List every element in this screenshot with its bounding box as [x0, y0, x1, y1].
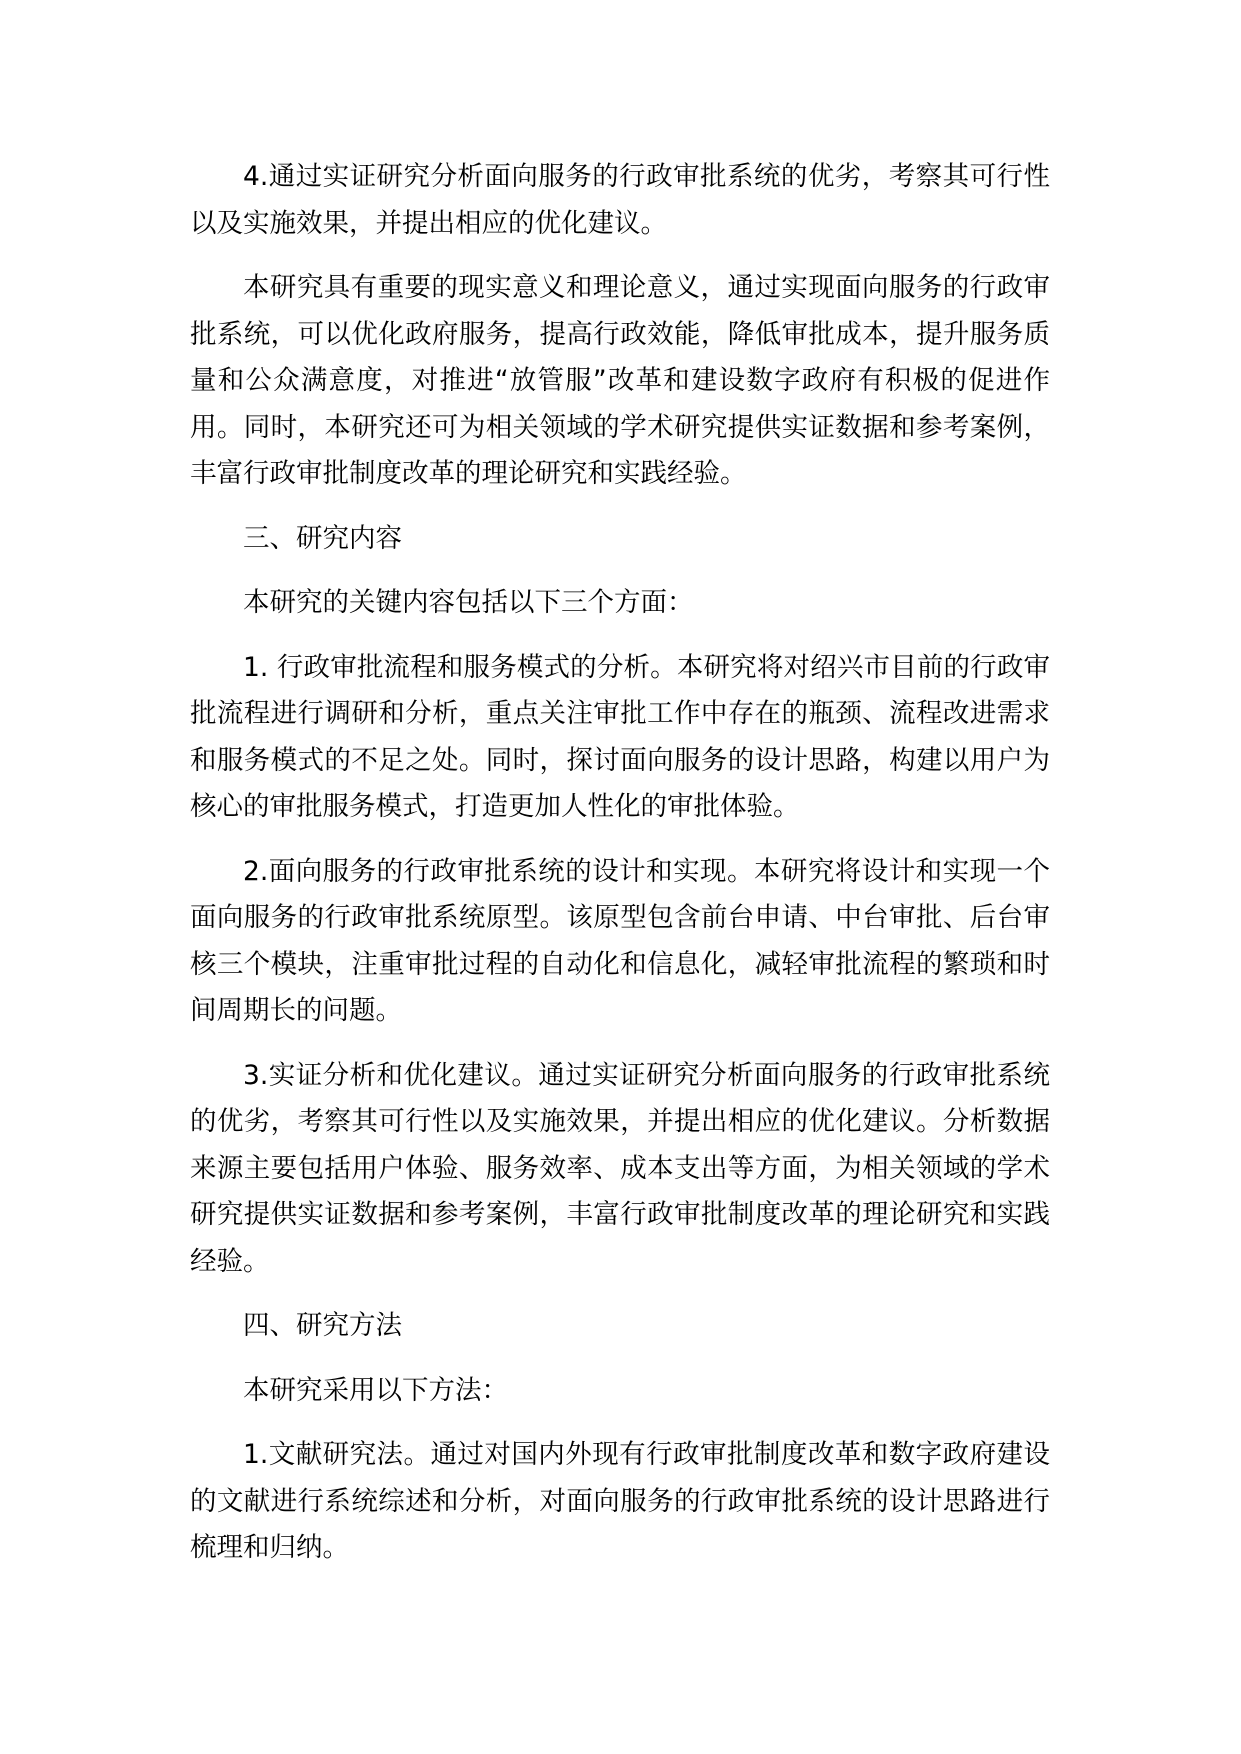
- paragraph-method-item-1: 1.文献研究法。通过对国内外现有行政审批制度改革和数字政府建设的文献进行系统综述和分析，对面向服务的行政审批系统的设计思路进行梳理和归纳。: [190, 1439, 1050, 1563]
- paragraph-methods-intro: 本研究采用以下方法：: [243, 1374, 508, 1406]
- paragraph-significance: 本研究具有重要的现实意义和理论意义，通过实现面向服务的行政审批系统，可以优化政府服务，提高行政效能，降低审批成本，提升服务质量和公众满意度，对推进“放管服”改革和建设数字政府有积极的促进作用。同时，本研究还可为相关领域的学术研究提供实证数据和参考案例，丰富行政审批制度改革的理论研究和实践经验。: [190, 272, 1050, 489]
- paragraph-objective-4: 4.通过实证研究分析面向服务的行政审批系统的优劣，考察其可行性以及实施效果，并提出相应的优化建议。: [190, 161, 1050, 239]
- paragraph-content-intro: 本研究的关键内容包括以下三个方面：: [243, 587, 694, 618]
- paragraph-content-item-3: 3.实证分析和优化建议。通过实证研究分析面向服务的行政审批系统的优劣，考察其可行性以及实施效果，并提出相应的优化建议。分析数据来源主要包括用户体验、服务效率、成本支出等方面，为相关领域的学术研究提供实证数据和参考案例，丰富行政审批制度改革的理论研究和实践经验。: [190, 1059, 1050, 1277]
- section-heading-research-methods: 四、研究方法: [243, 1310, 402, 1341]
- document-page: [190, 154, 1050, 1590]
- paragraph-content-item-1: 1. 行政审批流程和服务模式的分析。本研究将对绍兴市目前的行政审批流程进行调研和分析，重点关注审批工作中存在的瓶颈、流程改进需求和服务模式的不足之处。同时，探讨面向服务的设计思路，构建以用户为核心的审批服务模式，打造更加人性化的审批体验。: [190, 651, 1050, 822]
- section-heading-research-content: 三、研究内容: [243, 522, 402, 554]
- paragraph-content-item-2: 2.面向服务的行政审批系统的设计和实现。本研究将设计和实现一个面向服务的行政审批系统原型。该原型包含前台申请、中台审批、后台审核三个模块，注重审批过程的自动化和信息化，减轻审批流程的繁琐和时间周期长的问题。: [190, 855, 1050, 1026]
